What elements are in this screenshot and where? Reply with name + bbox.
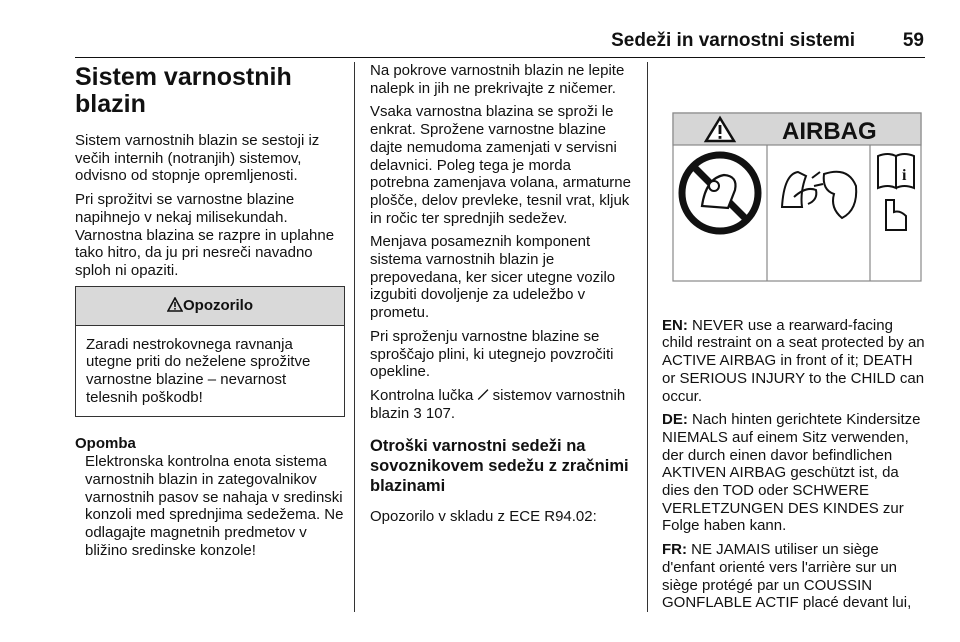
paragraph-gases: Pri sproženju varnostne blazine se sproščajo plini, ki utegnejo povzročiti opekline. [370, 327, 614, 381]
column-3 [662, 62, 926, 618]
running-title: Sedeži in varnostni sistemi [611, 30, 855, 51]
multilingual-warnings [662, 317, 926, 612]
column-2 [370, 62, 632, 532]
warning-de: DE: Nach hinten gerichtete Kindersitze NIEMALS auf einem Sitz verwenden, der durch einen davor befindlichen AKTIVEN AIRBAG geschützt ist, da dies den TOD oder SCHWERE VERLETZUNGEN DES KINDES zur Folge haben kann. [662, 411, 921, 535]
warning-fr: FR: NE JAMAIS utiliser un siège d'enfant orienté vers l'arrière sur un siège protégé par un COUSSIN GONFLABLE ACTIF placé devant lui, [662, 541, 912, 612]
page-number: 59 [902, 30, 924, 51]
warning-box [75, 286, 345, 418]
paragraph-replace: Vsaka varnostna blazina se sproži le enkrat. Sprožene varnostne blazine dajte nemudoma zamenjati v servisni delavnici. Poleg tega je morda potrebna zamenjava volana, armaturne plošče, delov prevleke, tesnil vrat, kljuk in ročic ter sprednjih sedežev. [370, 103, 631, 227]
airbag-label: AIRBAG [782, 118, 877, 145]
paragraph-ece: Opozorilo v skladu z ECE R94.02: [370, 508, 597, 526]
header-divider [75, 57, 925, 58]
warning-label: Opozorilo [183, 296, 253, 314]
airbag-warning-label-image [672, 112, 922, 282]
paragraph-covers: Na pokrove varnostnih blazin ne lepite nalepk in jih ne prekrivajte z ničemer. [370, 62, 625, 97]
section-title: Sistem varnostnih blazin [75, 63, 292, 118]
warning-en: EN: NEVER use a rearward-facing child restraint on a seat protected by an ACTIVE AIRBAG in front of it; DEATH or SERIOUS INJURY to the CHILD can occur. [662, 316, 925, 405]
warning-triangle-icon [167, 297, 183, 312]
warning-header [76, 287, 344, 326]
subheading-child-seats: Otroški varnostni sedeži na sovoznikovem sedežu z zračnimi blazinami [370, 437, 629, 496]
paragraph-intro: Sistem varnostnih blazin se sestoji iz večih internih (notranjih) sistemov, odvisno od stopnje opremljenosti. [75, 132, 320, 185]
paragraph-deploy: Pri sprožitvi se varnostne blazine napihnejo v nekaj milisekundah. Varnostna blazina se razpre in uplahne tako hitro, da ju pri nesreči navadno sploh ni opaziti. [75, 191, 335, 279]
paragraph-control-lamp: Kontrolna lučka 𝈺 sistemov varnostnih blazin 3 107. [370, 386, 626, 422]
note-title: Opomba [75, 435, 136, 453]
paragraph-components: Menjava posameznih komponent sistema varnostnih blazin je prepovedana, ker sicer utegne vozilo izgubiti dovoljenje za udeležbo v prometu. [370, 233, 616, 322]
page-header [0, 24, 960, 58]
svg-text:i: i [902, 167, 907, 184]
column-divider-1 [354, 62, 355, 612]
column-divider-2 [647, 62, 648, 612]
warning-text: Zaradi nestrokovnega ravnanja utegne priti do neželene sprožitve varnostne blazine – nevarnost telesnih poškodb! [86, 335, 311, 406]
column-1 [75, 62, 345, 559]
note-text: Elektronska kontrolna enota sistema varnostnih blazin in zategovalnikov varnostnih pasov se nahaja v sredinski konzoli med sprednjima sedežema. Ne odlagajte magnetnih predmetov v bližino sredinske konzole! [85, 453, 344, 559]
